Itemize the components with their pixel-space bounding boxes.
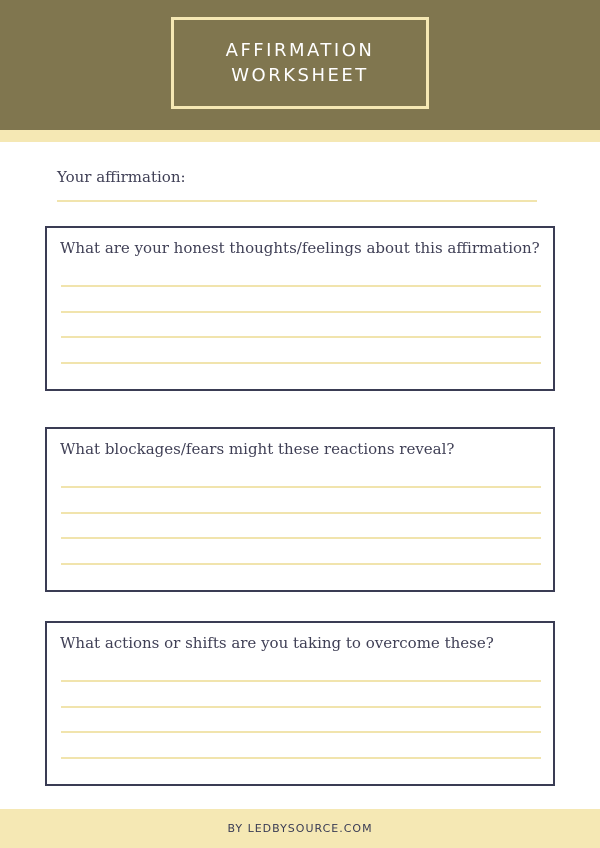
writing-line[interactable] <box>61 362 541 364</box>
writing-line[interactable] <box>61 563 541 565</box>
title-line-1: AFFIRMATION <box>225 40 375 61</box>
writing-line[interactable] <box>61 311 541 313</box>
footer-credit: BY LEDBYSOURCE.COM <box>227 822 373 835</box>
writing-line[interactable] <box>61 706 541 708</box>
title-line-2: WORKSHEET <box>231 65 369 86</box>
header-accent-stripe <box>0 130 600 142</box>
writing-line[interactable] <box>61 680 541 682</box>
affirmation-write-line[interactable] <box>57 200 537 202</box>
question-box-actions <box>45 621 555 786</box>
writing-line[interactable] <box>61 537 541 539</box>
title-frame <box>171 17 429 109</box>
affirmation-label: Your affirmation: <box>57 168 186 186</box>
writing-line[interactable] <box>61 336 541 338</box>
question-text: What actions or shifts are you taking to overcome these? <box>60 634 494 652</box>
header-banner <box>0 0 600 130</box>
footer-banner <box>0 809 600 848</box>
question-box-blockages <box>45 427 555 592</box>
question-box-thoughts <box>45 226 555 391</box>
writing-line[interactable] <box>61 285 541 287</box>
question-text: What are your honest thoughts/feelings about this affirmation? <box>60 239 540 257</box>
writing-line[interactable] <box>61 512 541 514</box>
writing-line[interactable] <box>61 731 541 733</box>
writing-line[interactable] <box>61 757 541 759</box>
writing-line[interactable] <box>61 486 541 488</box>
question-text: What blockages/fears might these reactions reveal? <box>60 440 455 458</box>
